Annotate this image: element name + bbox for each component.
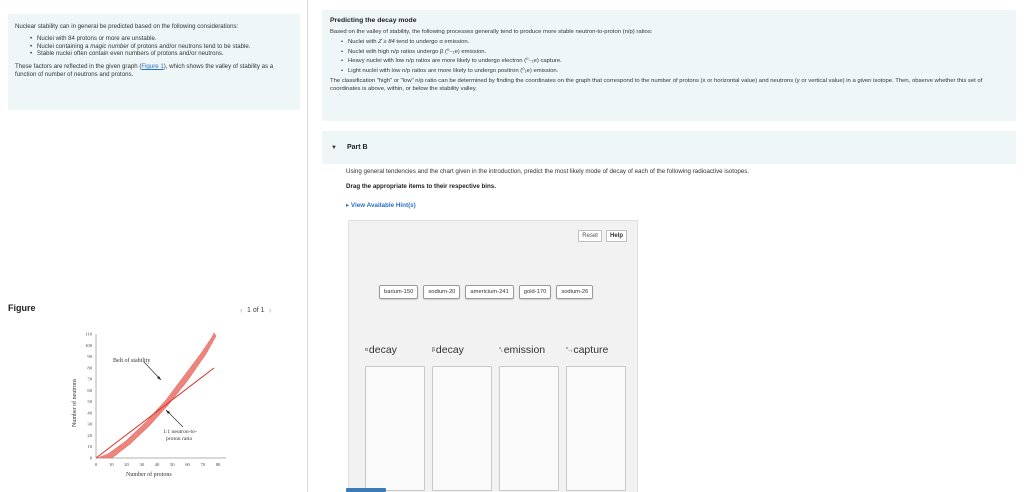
- y-tick-label: 90: [87, 354, 92, 360]
- info-bullet: [348, 67, 1008, 77]
- bin-drop-zone[interactable]: [432, 366, 492, 491]
- right-panel: [320, 0, 1024, 492]
- x-tick-label: 50: [169, 462, 175, 467]
- x-tick-label: 80: [215, 462, 221, 467]
- x-axis-ticks: [95, 462, 221, 467]
- next-figure-icon[interactable]: ›: [268, 305, 272, 315]
- bin-label: [432, 344, 464, 362]
- y-tick-label: 70: [87, 376, 92, 382]
- intro-footer-pre: These factors are reflected in the given graph (: [15, 63, 142, 71]
- info-bullet: [348, 48, 1008, 58]
- y-tick-label: 40: [87, 410, 92, 416]
- bin-label: [499, 344, 545, 362]
- x-tick-label: 20: [124, 462, 129, 467]
- part-b-header[interactable]: [322, 131, 1016, 164]
- intro-footer: [15, 63, 294, 79]
- intro-lead: Nuclear stability can in general be predicted based on the following considerations:: [15, 23, 239, 30]
- drag-drop-area: [348, 220, 638, 492]
- dnd-toolbar: [578, 230, 627, 242]
- part-label: Part B: [346, 144, 368, 151]
- bullet-math: Z ≥ 84: [378, 39, 395, 45]
- drop-bins: [365, 344, 626, 491]
- bin-beta-decay: [432, 344, 492, 491]
- drag-item[interactable]: gold-170: [519, 285, 552, 299]
- magic-number-text: magic number: [90, 42, 129, 50]
- stability-graph: [66, 324, 236, 482]
- bin-label-text: capture: [573, 344, 609, 356]
- bullet-post: tend to undergo α emission.: [394, 39, 470, 45]
- info-bullet: [348, 38, 1008, 48]
- ratio-label-1: 1:1 neutron-to-: [163, 429, 197, 435]
- y-tick-label: 30: [87, 421, 92, 427]
- question-text: Using general tendencies and the chart given in the introduction, predict the most likely mode of decay of each of the following radioactive isotopes.: [346, 168, 750, 175]
- figure-link[interactable]: Figure 1: [141, 63, 164, 71]
- bin-electron-capture: [566, 344, 626, 491]
- bullet-pre: Nuclei with: [348, 39, 379, 45]
- submit-button-edge[interactable]: [346, 488, 386, 492]
- bin-label: [566, 344, 608, 362]
- bullet-pre: Light nuclei with low n/p ratios are more likely to undergo positron (: [348, 67, 523, 74]
- bin-alpha-decay: [365, 344, 425, 491]
- bin-positron-emission: [499, 344, 559, 491]
- bin-label: [365, 344, 397, 362]
- reset-button[interactable]: Reset: [578, 230, 602, 242]
- intro-bullet: [37, 43, 294, 51]
- intro-bullet-text: of protons and/or neutrons tend to be stable.: [128, 42, 251, 50]
- intro-bullet: • Nuclei with 84 protons or more are unstable.: [37, 35, 294, 43]
- y-tick-label: 0: [89, 455, 92, 461]
- bullet-symbol: ⁰₁e: [522, 67, 530, 74]
- info-lead: Based on the valley of stability, the following processes generally tend to produce more stable neutron-to-proton (n/p) ratios:: [330, 29, 653, 35]
- ratio-label-2: proton ratio: [166, 436, 193, 442]
- bin-prefix: ⁰₁: [499, 347, 503, 353]
- y-tick-label: 100: [85, 342, 92, 348]
- bin-drop-zone[interactable]: [499, 366, 559, 491]
- y-tick-label: 20: [87, 432, 92, 438]
- y-tick-label: 80: [87, 365, 92, 371]
- hint-label: View Available Hint(s): [350, 202, 416, 209]
- collapse-caret-icon[interactable]: ▼: [331, 144, 337, 151]
- x-tick-label: 70: [200, 462, 206, 467]
- y-axis-label: Number of neutrons: [72, 378, 78, 427]
- y-tick-label: 50: [87, 399, 92, 405]
- drag-item[interactable]: americium-241: [465, 285, 513, 299]
- info-box: [322, 10, 1016, 121]
- info-bullet: [348, 57, 1008, 67]
- x-tick-label: 30: [139, 462, 145, 467]
- pager-text: 1 of 1: [247, 306, 265, 314]
- question-block: [346, 168, 996, 191]
- intro-list: [37, 35, 294, 58]
- bin-prefix: β: [432, 347, 435, 353]
- bin-drop-zone[interactable]: [365, 366, 425, 491]
- info-list: [348, 38, 1008, 76]
- drag-item[interactable]: sodium-26: [556, 285, 593, 299]
- figure-label: Figure: [8, 303, 36, 313]
- belt-of-stability: [97, 333, 216, 458]
- bin-label-text: decay: [368, 344, 397, 356]
- x-tick-label: 10: [108, 462, 114, 467]
- bullet-post: ) emission.: [529, 67, 559, 74]
- y-tick-label: 110: [85, 331, 92, 337]
- belt-label: Belt of stability: [113, 358, 151, 364]
- bullet-symbol: ⁰₋₁e: [526, 58, 537, 64]
- view-hints-link[interactable]: [346, 202, 416, 209]
- bullet-post: ) emission.: [457, 48, 487, 55]
- bin-label-text: emission: [503, 344, 546, 356]
- bullet-pre: Heavy nuclei with low n/p ratios are more likely to undergo electron (: [348, 58, 527, 64]
- bullet-symbol: ⁰₋₁e: [447, 48, 458, 55]
- bullet-post: ) capture.: [536, 58, 562, 64]
- x-axis-label: Number of protons: [126, 472, 172, 478]
- x-tick-label: 40: [154, 462, 160, 467]
- y-tick-label: 60: [87, 387, 92, 393]
- drag-item[interactable]: barium-150: [379, 285, 418, 299]
- drag-item[interactable]: sodium-20: [423, 285, 460, 299]
- y-tick-label: 10: [87, 444, 92, 450]
- left-panel: [0, 0, 306, 492]
- intro-box: [8, 14, 300, 110]
- intro-bullet-text: Nuclei containing a: [37, 42, 91, 50]
- question-instruction: Drag the appropriate items to their respective bins.: [346, 183, 496, 190]
- panel-divider: [307, 0, 308, 492]
- info-title: Predicting the decay mode: [330, 17, 417, 24]
- figure-pager: [240, 305, 272, 315]
- drag-items: [379, 285, 593, 299]
- hint-caret-icon: ▸: [346, 202, 350, 209]
- intro-bullet: • Stable nuclei often contain even numbers of protons and/or neutrons.: [37, 50, 294, 58]
- x-tick-label: 0: [94, 462, 98, 467]
- bin-prefix: ⁰₋₁: [566, 347, 573, 353]
- prev-figure-icon[interactable]: ‹: [240, 305, 243, 315]
- x-tick-label: 60: [185, 462, 190, 467]
- bin-prefix: α: [365, 347, 368, 353]
- bin-label-text: decay: [435, 344, 464, 356]
- bullet-pre: Nuclei with high n/p ratios undergo β (: [348, 48, 447, 55]
- bin-drop-zone[interactable]: [566, 366, 626, 491]
- y-axis-ticks: [85, 332, 93, 461]
- intro-footer-post: ), which shows the valley of stability as a function of number of neutrons and protons.: [15, 63, 274, 78]
- ratio-line: [96, 368, 214, 458]
- info-footer: The classification "high" or "low" n/p ratio can be determined by finding the coordinates on the graph that correspond to the number of protons (x or horizontal value) and neutrons (y or vertical value) in a given isotope. Then, observe whether this set of coordinates is above, within, or below the stability valley.: [330, 78, 983, 92]
- help-button[interactable]: Help: [606, 230, 627, 242]
